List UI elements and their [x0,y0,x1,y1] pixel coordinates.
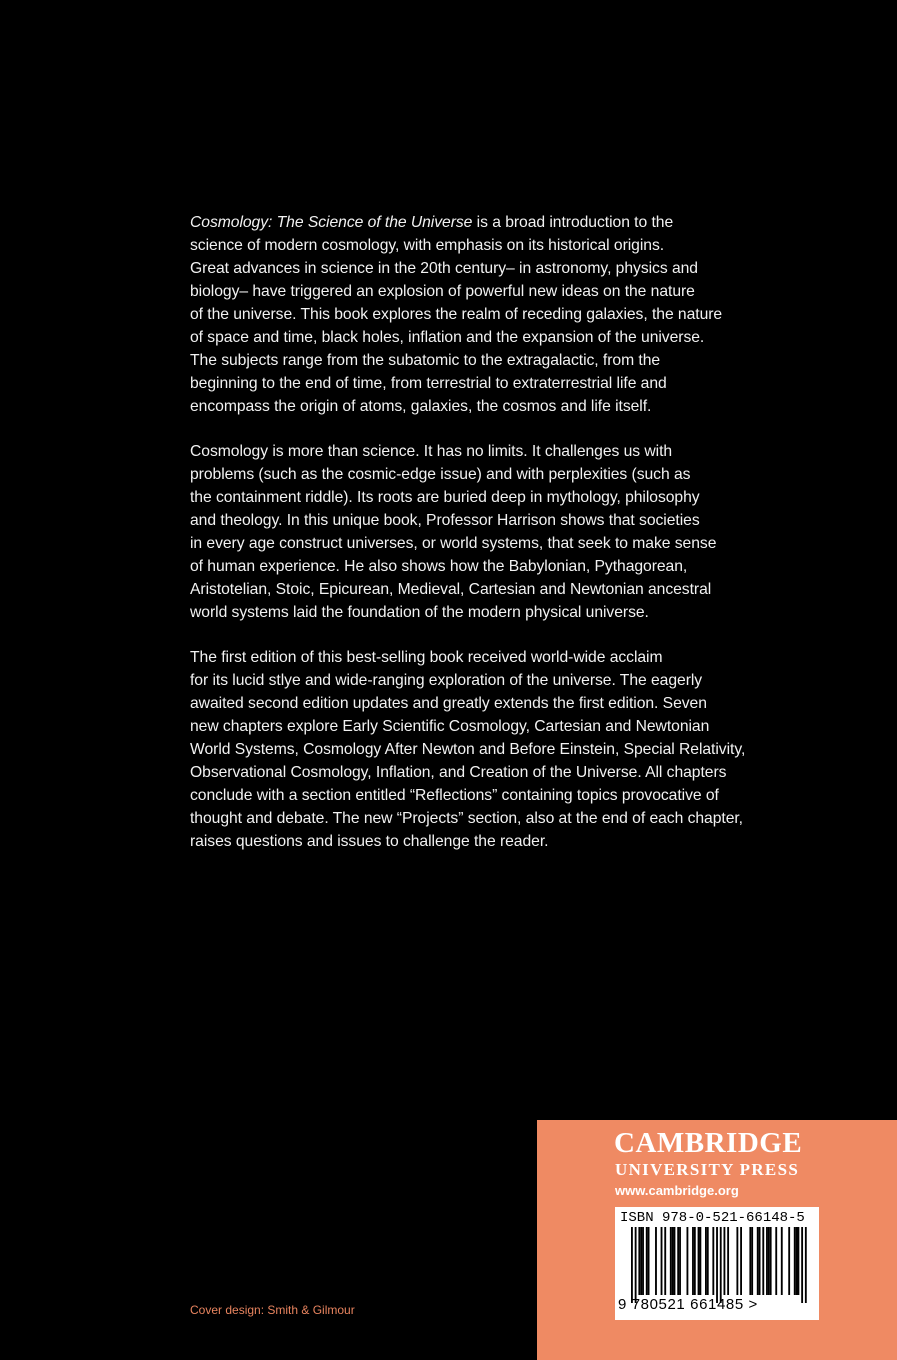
barcode-bar [759,1227,761,1295]
back-cover-blurb [190,211,790,875]
barcode-bar [749,1227,751,1295]
barcode-bar [694,1227,696,1295]
blurb-line: beginning to the end of time, from terrestrial to extraterrestrial life and [190,375,667,392]
barcode-bar [661,1227,663,1295]
blurb-line [190,211,790,234]
barcode-bar [794,1227,796,1295]
blurb-line: science of modern cosmology, with emphasis on its historical origins. [190,237,665,254]
barcode-bar [631,1227,633,1303]
barcode-bar [766,1227,768,1295]
isbn-barcode [615,1207,819,1320]
blurb-paragraph-2 [190,440,790,624]
blurb-line: Cosmology is more than science. It has no limits. It challenges us with [190,443,673,460]
publisher-logo-name: CAMBRIDGE [614,1127,803,1159]
barcode-bar [698,1227,700,1295]
barcode-bar [788,1227,790,1295]
barcode-bar [670,1227,672,1295]
barcode-bar [805,1227,807,1303]
barcode-bar [716,1227,718,1303]
book-title: Cosmology: The Science of the Universe [190,214,473,231]
publisher-url: www.cambridge.org [615,1183,739,1198]
barcode-bar [674,1227,676,1295]
blurb-line: and theology. In this unique book, Professor Harrison shows that societies [190,512,700,529]
blurb-line: biology– have triggered an explosion of powerful new ideas on the nature [190,283,695,300]
blurb-line: World Systems, Cosmology After Newton and Before Einstein, Special Relativity, [190,741,746,758]
barcode-bar [796,1227,798,1295]
barcode-bar [757,1227,759,1295]
blurb-line: the containment riddle). Its roots are buried deep in mythology, philosophy [190,489,700,506]
blurb-paragraph-1 [190,211,790,418]
barcode-bar [770,1227,772,1295]
blurb-line: encompass the origin of atoms, galaxies, the cosmos and life itself. [190,398,652,415]
barcode-bar [781,1227,783,1295]
barcode-bar [638,1227,640,1295]
barcode-bar [751,1227,753,1295]
blurb-line: thought and debate. The new “Projects” section, also at the end of each chapter, [190,810,743,827]
blurb-line: awaited second edition updates and greatly extends the first edition. Seven [190,695,707,712]
blurb-line: The first edition of this best-selling book received world-wide acclaim [190,649,663,666]
barcode-bar [775,1227,777,1295]
blurb-line: for its lucid stlye and wide-ranging exploration of the universe. The eagerly [190,672,703,689]
barcode-bar [648,1227,650,1295]
barcode-bar [687,1227,689,1295]
cover-design-credit: Cover design: Smith & Gilmour [190,1303,355,1317]
barcode-bar [727,1227,729,1295]
publisher-logo-subtitle: UNIVERSITY PRESS [615,1160,800,1179]
blurb-line-rest: is a broad introduction to the [472,214,674,231]
barcode-bar [642,1227,644,1295]
barcode-bar [720,1227,722,1303]
barcode-bar [646,1227,648,1295]
blurb-line: of human experience. He also shows how the Babylonian, Pythagorean, [190,558,688,575]
blurb-line: The subjects range from the subatomic to the extragalactic, from the [190,352,661,369]
barcode-bar [640,1227,642,1295]
barcode-bar [736,1227,738,1295]
barcode-bar [712,1227,714,1295]
barcode-bar [677,1227,679,1295]
barcode-bar [635,1227,637,1303]
barcode-bar [692,1227,694,1295]
barcode-bar [679,1227,681,1295]
blurb-line: Observational Cosmology, Inflation, and Creation of the Universe. All chapters [190,764,727,781]
blurb-line: of space and time, black holes, inflation and the expansion of the universe. [190,329,705,346]
blurb-line: problems (such as the cosmic-edge issue) and with perplexities (such as [190,466,691,483]
publisher-panel [537,1120,897,1360]
barcode-bar [655,1227,657,1295]
blurb-line: raises questions and issues to challenge the reader. [190,833,549,850]
barcode-bar [707,1227,709,1295]
barcode-bar [699,1227,701,1295]
blurb-line: Great advances in science in the 20th century– in astronomy, physics and [190,260,698,277]
blurb-paragraph-3 [190,646,790,853]
barcode-digits: 9 780521 661485 > [618,1296,758,1313]
blurb-line: conclude with a section entitled “Reflections” containing topics provocative of [190,787,719,804]
blurb-line: in every age construct universes, or world systems, that seek to make sense [190,535,717,552]
barcode-bar [768,1227,770,1295]
blurb-line: world systems laid the foundation of the modern physical universe. [190,604,649,621]
blurb-line: of the universe. This book explores the realm of receding galaxies, the nature [190,306,723,323]
barcode-bar [801,1227,803,1303]
barcode-bar [798,1227,800,1295]
barcode-bar [664,1227,666,1295]
blurb-line: new chapters explore Early Scientific Cosmology, Cartesian and Newtonian [190,718,710,735]
isbn-label: ISBN 978-0-521-66148-5 [620,1210,805,1226]
barcode-bar [705,1227,707,1295]
barcode-bar [672,1227,674,1295]
barcode-bar [724,1227,726,1295]
barcode-bar [762,1227,764,1295]
barcode-bar [740,1227,742,1295]
blurb-line: Aristotelian, Stoic, Epicurean, Medieval, Cartesian and Newtonian ancestral [190,581,712,598]
